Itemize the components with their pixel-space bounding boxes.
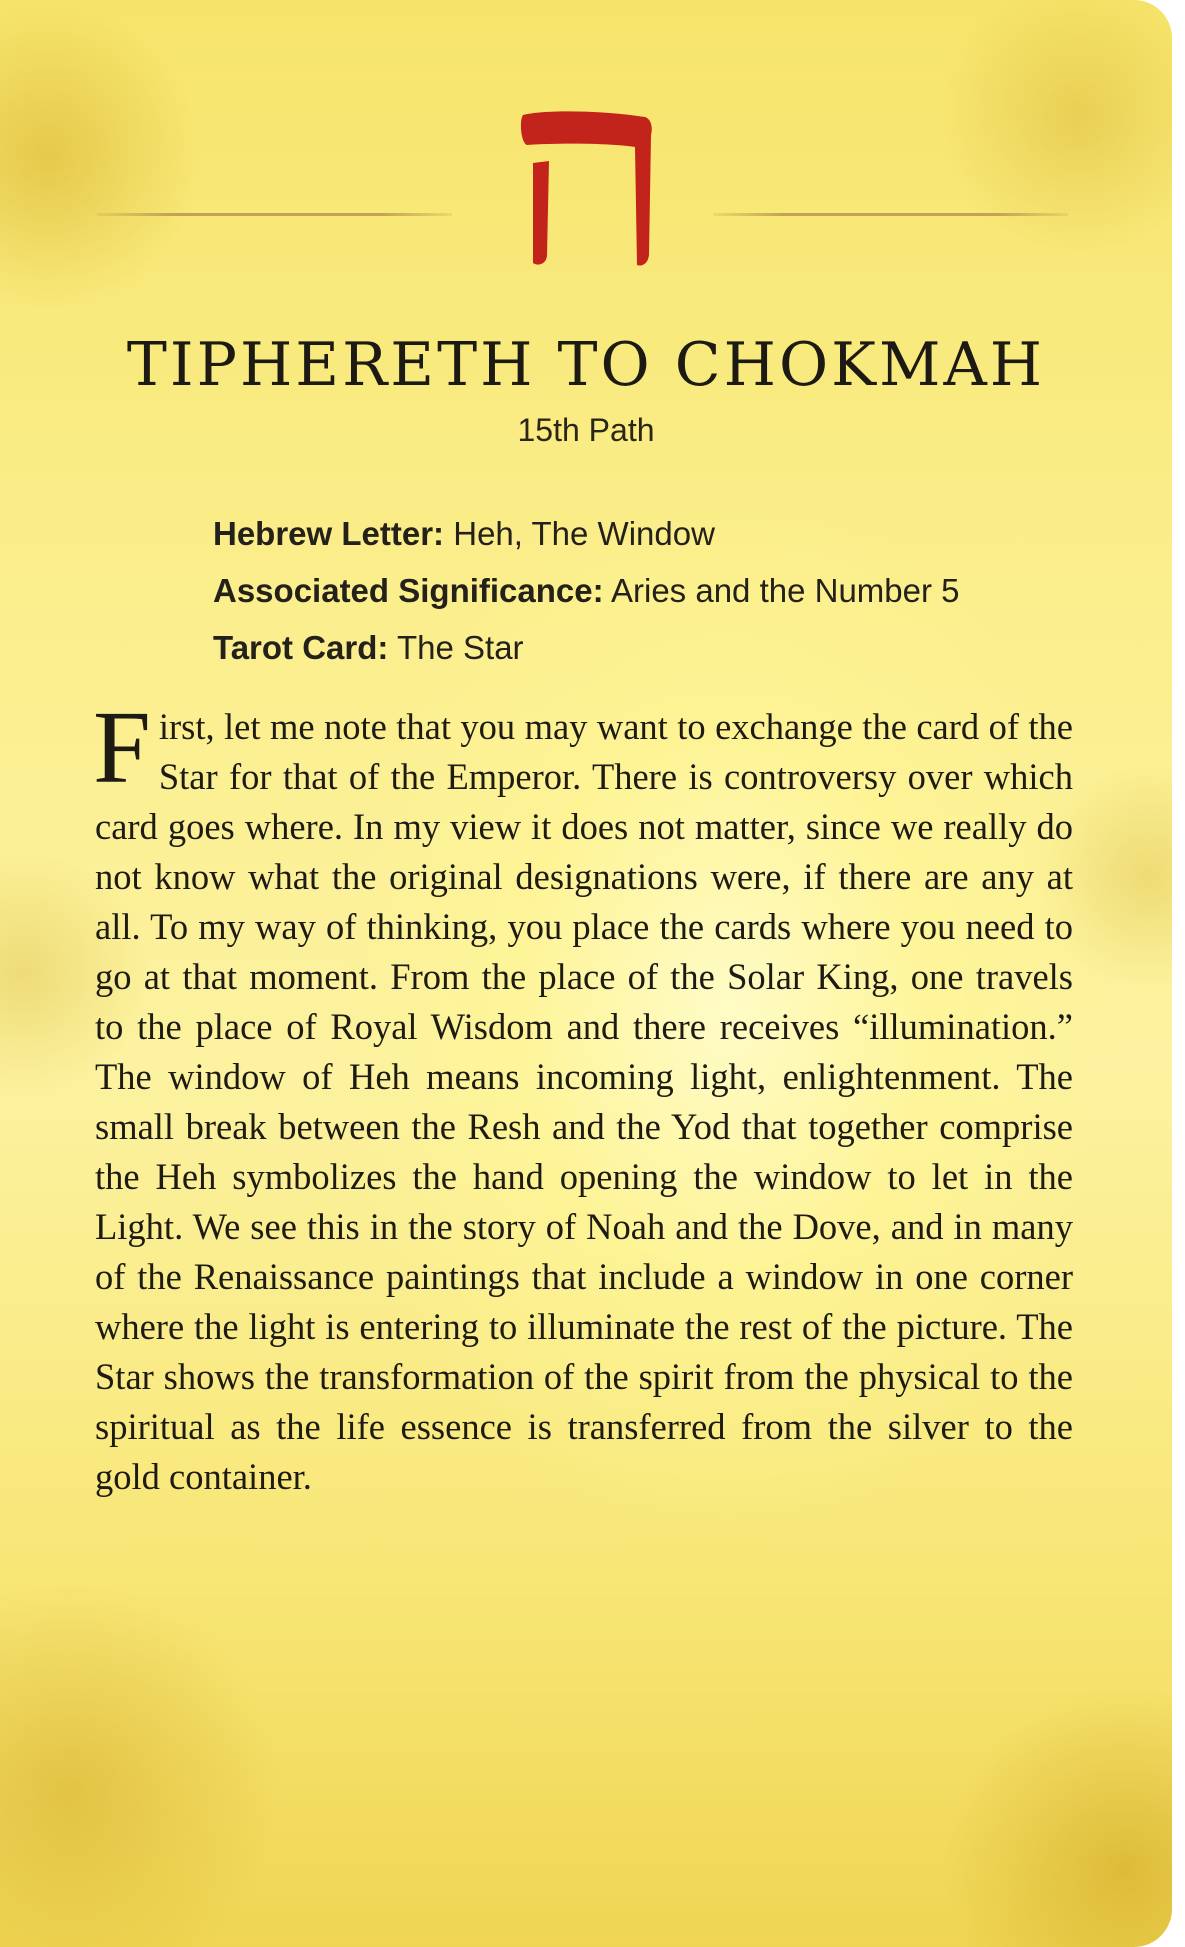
card-subtitle: 15th Path: [517, 412, 655, 448]
body-paragraph: [93, 690, 1073, 1502]
drop-cap: F: [93, 690, 151, 805]
fact-value: The Star: [396, 629, 524, 666]
heh-letter-icon: [517, 105, 657, 270]
right-divider: [713, 213, 1068, 216]
left-divider: [97, 213, 452, 216]
body-text: irst, let me note that you may want to exchange the card of the Star for that of the Emperor. There is controversy over which card goes where. In my view it does not matter, since we really do not know what the original designations were, if there are any at all. To my way of thinking, you place the cards where you need to go at that moment. From the place of the Solar King, one travels to the place of Royal Wisdom and there receives “illumination.” The window of Heh means incoming light, enlightenment. The small break between the Resh and the Yod that together comprise the Heh symbolizes the hand opening the window to let in the Light. We see this in the story of Noah and the Dove, and in many of the Renaissance paintings that include a window in one corner where the light is entering to illuminate the rest of the picture. The Star shows the transformation of the spirit from the physical to the spiritual as the life essence is transferred from the silver to the gold container.: [95, 706, 1073, 1497]
card-title: TIPHERETH TO CHOKMAH: [126, 330, 1046, 400]
fact-label: Hebrew Letter:: [213, 515, 445, 552]
fact-label: Associated Significance:: [213, 572, 604, 609]
fact-label: Tarot Card:: [213, 629, 389, 666]
fact-hebrew-letter: [213, 505, 960, 562]
facts-list: [213, 505, 960, 676]
fact-associated-significance: [213, 562, 960, 619]
fact-tarot-card: [213, 619, 960, 676]
fact-value: Heh, The Window: [453, 515, 715, 552]
fact-value: Aries and the Number 5: [610, 572, 960, 609]
